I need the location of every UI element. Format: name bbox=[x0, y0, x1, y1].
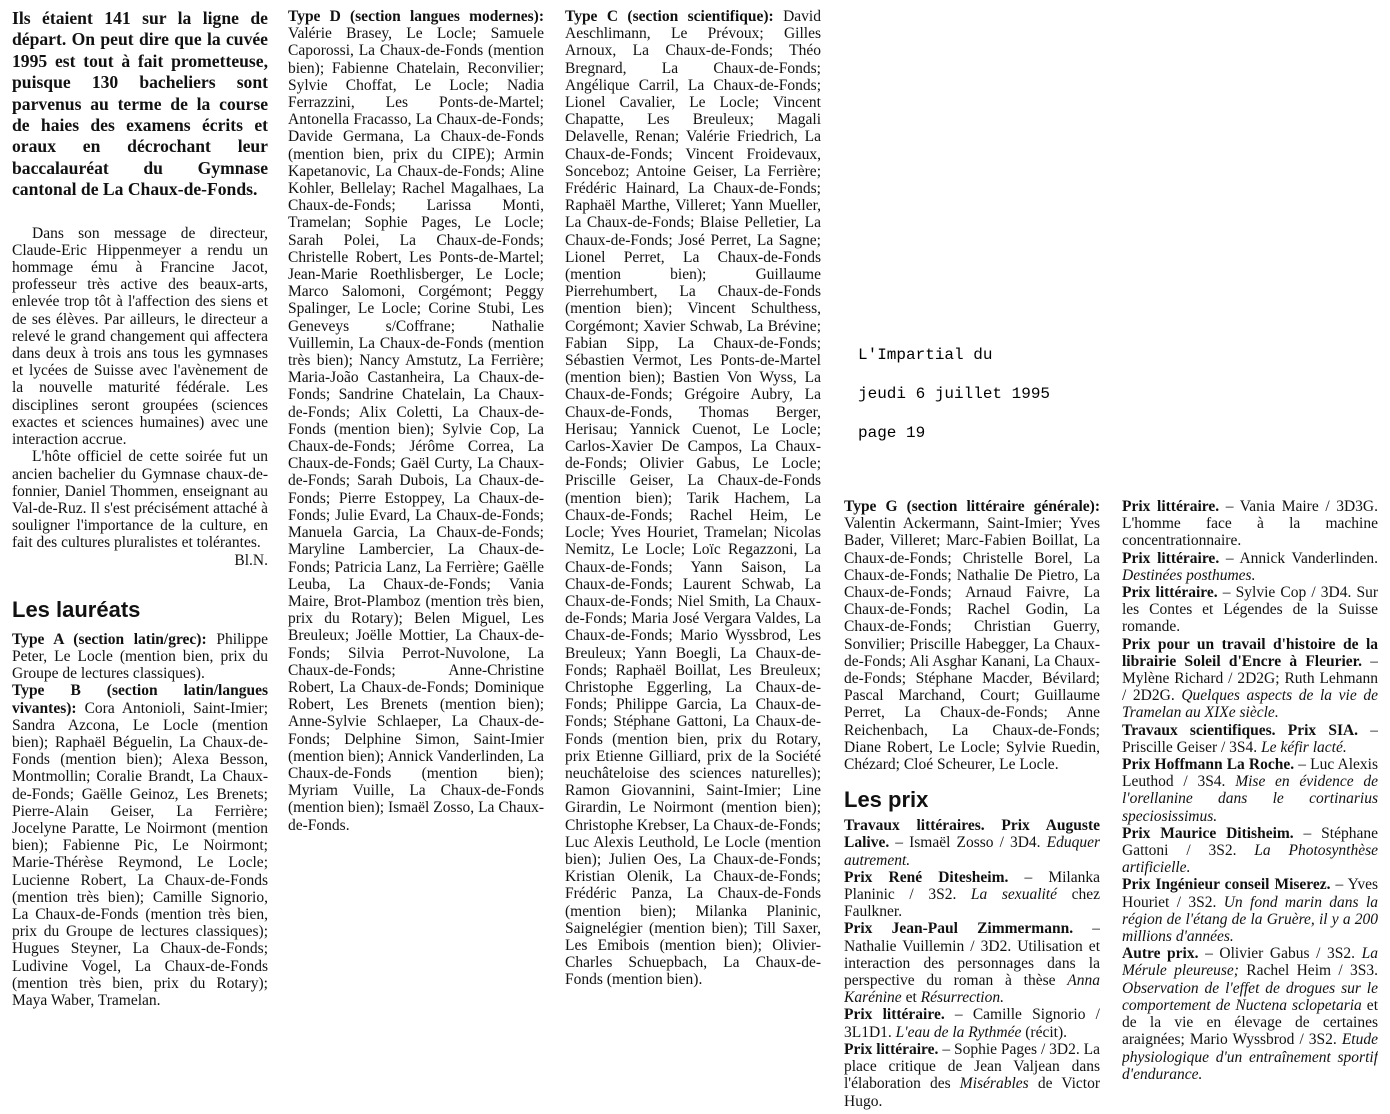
article-signature: Bl.N. bbox=[234, 551, 268, 569]
column-2 bbox=[288, 8, 544, 1114]
prix-item-text: – Ismaël Zosso / 3D4. bbox=[889, 834, 1047, 852]
type-g-entry bbox=[844, 498, 1100, 773]
prix-item bbox=[844, 920, 1100, 1006]
type-d-entry bbox=[288, 8, 544, 834]
column-1 bbox=[12, 8, 268, 1114]
column-3 bbox=[565, 8, 821, 1114]
source-note bbox=[858, 336, 1050, 453]
prix-item-title: Observation de l'effet de drogues sur le comportement de Nuctena sclopetaria bbox=[1122, 979, 1378, 1014]
prix-item-text: – Mylène Richard / 2D2G; Ruth Lehmann / 2D2G. bbox=[1122, 652, 1378, 705]
prix-item-label: Prix littéraire. bbox=[844, 1040, 939, 1058]
prix-item-label: Prix littéraire. bbox=[844, 1006, 945, 1024]
prix-item-label: Prix René Ditesheim. bbox=[844, 868, 1009, 886]
prix-item-label: Autre prix. bbox=[1122, 945, 1199, 963]
type-c-text: David Aeschlimann, Le Prévoux; Gilles Arnoux, La Chaux-de-Fonds; Théo Bregnard, La Chaux-de-Fonds; Angélique Carril, La Chaux-de-Fonds; Lionel Cavalier, Le Locle; Vincent Chapatte, Les Breuleux; Magali Delavelle, Renan; Valérie Friedrich, La Chaux-de-Fonds; Vincent Froidevaux, Sonceboz; Antoine Geiser, La Ferrière; Frédéric Hainard, La Chaux-de-Fonds; Raphaël Marthe, Villeret; Yann Mueller, La Chaux-de-Fonds; Blaise Pelletier, La Chaux-de-Fonds; José Perret, La Sagne; Lionel Perret, La Chaux-de-Fonds (mention bien); Guillaume Pierrehumbert, La Chaux-de-Fonds (mention bien); Vincent Schulthess, Corgémont; Xavier Schwab, La Brévine; Fabian Sipp, La Chaux-de-Fonds; Sébastien Vermot, Les Ponts-de-Martel (mention bien); Bastien Von Wyss, La Chaux-de-Fonds; Grégoire Aubry, La Chaux-de-Fonds, Thomas Berger, Herisau; Yannick Cuenot, Le Locle; Carlos-Xavier De Campos, La Chaux-de-Fonds; Olivier Gabus, Le Locle; Priscille Geiser, La Chaux-de-Fonds (mention bien); Tarik Hachem, La Chaux-de-Fonds; Rachel Heim, Le Locle; Yves Houriet, Tramelan; Nicolas Nemitz, Le Locle; Loïc Regazzoni, La Chaux-de-Fonds; Yann Saison, La Chaux-de-Fonds; Laurent Schwab, La Chaux-de-Fonds; Niel Smith, La Chaux-de-Fonds; Maria José Vergara Valdes, La Chaux-de-Fonds; Mario Wyssbrod, Les Breuleux; Yann Boegli, La Chaux-de-Fonds; Raphaël Boillat, Les Breuleux; Christophe Eggerling, La Chaux-de-Fonds; Philippe Garcia, La Chaux-de-Fonds; Stéphane Gattoni, La Chaux-de-Fonds (mention bien, prix du Rotary, prix Etienne Gilliard, prix de la Société neuchâteloise des sciences naturelles); Ramon Giovannini, Saint-Imier; Line Girardin, Le Noirmont (mention bien); Christophe Krebser, La Chaux-de-Fonds; Luc Alexis Leuthold, Le Locle (mention bien); Julien Oes, La Chaux-de-Fonds; Kristian Olenik, La Chaux-de-Fonds; Frédéric Panza, La Chaux-de-Fonds (mention bien); Milanka Planinic, Saignelégier (mention bien); Till Saxer, Les Emibois (mention bien); Olivier-Charles Schuepbach, La Chaux-de-Fonds (mention bien). bbox=[565, 8, 821, 989]
prix-item-label: Prix Ingénieur conseil Miserez. bbox=[1122, 876, 1331, 894]
prix-item-label: Prix Maurice Ditisheim. bbox=[1122, 824, 1294, 842]
prix-item-text: – Vania Maire / 3D3G. L'homme face à la machine concentrationnaire. bbox=[1122, 498, 1378, 550]
prix-item bbox=[1122, 636, 1378, 722]
source-note-line2: jeudi 6 juillet 1995 bbox=[858, 385, 1051, 403]
prix-item bbox=[1122, 498, 1378, 550]
prix-item-text: – Milanka Planinic / 3S2. bbox=[844, 868, 1100, 904]
source-note-line3: page 19 bbox=[858, 424, 926, 442]
prix-item-label: Travaux littéraires. Prix Auguste Lalive. bbox=[844, 817, 1100, 852]
type-g-text: Valentin Ackermann, Saint-Imier; Yves Bader, Villeret; Marc-Fabien Boillat, La Chaux-de-Fonds; Christelle Borel, La Chaux-de-Fonds; Nathalie De Pietro, La Chaux-de-Fonds; Arnaud Faivre, La Chaux-de-Fonds; Rachel Godin, La Chaux-de-Fonds; Christian Guerry, Sonvilier; Priscille Habegger, La Chaux-de-Fonds; Ali Asghar Kanani, La Chaux-de-Fonds; Stéphane Macder, Bévilard; Pascal Marchand, Court; Guillaume Perret, La Chaux-de-Fonds; Anne Reichenbach, La Chaux-de-Fonds; Diane Robert, Le Locle; Sylvie Ruedin, Chézard; Cloé Scheurer, Le Locle. bbox=[844, 515, 1100, 774]
prix-item bbox=[844, 869, 1100, 921]
prix-item-title: Quelques aspects de la vie de Tramelan au XIXe siècle. bbox=[1122, 687, 1378, 722]
prix-item bbox=[1122, 825, 1378, 877]
prix-item-title: Mise en évidence de l'orellanine dans le cortinarius speciosissimus. bbox=[1122, 773, 1378, 825]
prix-item-title: Anna Karénine bbox=[844, 972, 1100, 1007]
prix-item-text: – Sylvie Cop / 3D4. Sur les Contes et Légendes de la Suisse romande. bbox=[1122, 584, 1378, 636]
prix-item bbox=[1122, 722, 1378, 756]
prix-item-text: – Yves Houriet / 3S2. bbox=[1122, 876, 1378, 911]
prix-item bbox=[844, 1006, 1100, 1040]
type-g-label: Type G (section littéraire générale): bbox=[844, 498, 1100, 515]
prix-item-title: Eduquer autrement. bbox=[844, 834, 1100, 869]
prix-heading: Les prix bbox=[844, 787, 929, 813]
type-d-label: Type D (section langues modernes): bbox=[288, 8, 544, 25]
type-a-text: Philippe Peter, Le Locle (mention bien, prix du Groupe de lectures classiques). bbox=[12, 630, 268, 683]
type-b-entry bbox=[12, 682, 268, 1009]
prix-item bbox=[1122, 945, 1378, 1083]
prix-item bbox=[844, 817, 1100, 869]
prix-item-text: et bbox=[901, 989, 921, 1007]
prix-item-title: Misérables bbox=[959, 1075, 1029, 1093]
prix-item-text: (récit). bbox=[1021, 1023, 1067, 1041]
column-5 bbox=[1122, 498, 1378, 1114]
prix-item-text: et de la vie en élevage de certaines araignées; Mario Wyssbrod / 3S2. bbox=[1122, 996, 1378, 1049]
prix-item-title: L'eau de la Rythmée bbox=[895, 1023, 1022, 1041]
laureats-heading: Les lauréats bbox=[12, 596, 141, 622]
prix-item-text: – Camille Signorio / 3L1D1. bbox=[844, 1006, 1100, 1041]
article-lead: Ils étaient 141 sur la ligne de départ. On peut dire que la cuvée 1995 est tout à fait prometteuse, puisque 130 bacheliers sont parvenus au terme de la course de haies des examens écrits et oraux en décrochant leur baccalauréat du Gymnase cantonal de La Chaux-de-Fonds. bbox=[12, 8, 268, 200]
prix-item-title: Le kéfir lacté. bbox=[1261, 738, 1347, 756]
prix-item-text: de Victor Hugo. bbox=[844, 1075, 1100, 1110]
prix-item-label: Prix Jean-Paul Zimmermann. bbox=[844, 920, 1074, 938]
prix-item-label: Travaux scientifiques. Prix SIA. bbox=[1122, 721, 1359, 739]
prix-item-text: – Luc Alexis Leuthod / 3S4. bbox=[1122, 756, 1378, 791]
prix-item-title: Résurrection. bbox=[920, 989, 1004, 1007]
prix-item-title: La Mérule pleureuse; bbox=[1122, 945, 1378, 980]
type-b-text: Cora Antonioli, Saint-Imier; Sandra Azcona, Le Locle (mention bien); Raphaël Béguelin, La Chaux-de-Fonds (mention bien); Alexa Besson, Montmollin; Coralie Brandt, La Chaux-de-Fonds; Gaëlle Geinoz, Les Brenets; Pierre-Alain Geiser, La Ferrière; Jocelyne Paratte, Le Noirmont (mention bien); Fabienne Pic, Le Noirmont; Marie-Thérèse Reymond, Le Locle; Lucienne Robert, La Chaux-de-Fonds (mention très bien); Camille Signorio, La Chaux-de-Fonds (mention très bien, prix du Groupe de lectures classiques); Hugues Steyner, La Chaux-de-Fonds; Ludivine Vogel, La Chaux-de-Fonds (mention très bien, prix du Rotary); Maya Waber, Tramelan. bbox=[12, 699, 268, 1009]
source-note-line1: L'Impartial du bbox=[858, 346, 993, 364]
type-c-label: Type C (section scientifique): bbox=[565, 8, 774, 25]
column-4 bbox=[844, 498, 1100, 1114]
prix-item-text: – Priscille Geiser / 3S4. bbox=[1122, 721, 1378, 756]
prix-item-text: – Stéphane Gattoni / 3S2. bbox=[1122, 824, 1378, 860]
prix-item-label: Prix littéraire. bbox=[1122, 584, 1218, 602]
prix-item-text: chez Faulkner. bbox=[844, 886, 1100, 921]
prix-item bbox=[1122, 584, 1378, 636]
prix-item bbox=[1122, 550, 1378, 584]
article-paragraph-2: L'hôte officiel de cette soirée fut un ancien bachelier du Gymnase chaux-de-fonnier, Daniel Thommen, enseignant au Val-de-Ruz. Il s'est précisément attaché à souligner l'importance de la culture, en fait des cultures pluralistes et tolérantes. bbox=[12, 448, 268, 552]
prix-item-title: Destinées posthumes. bbox=[1122, 566, 1256, 584]
prix-item-label: Prix pour un travail d'histoire de la librairie Soleil d'Encre à Fleurier. bbox=[1122, 635, 1378, 670]
type-d-text: Valérie Brasey, Le Locle; Samuele Caporossi, La Chaux-de-Fonds (mention bien); Fabienne Chatelain, Reconvilier; Sylvie Choffat, Le Locle; Nadia Ferrazzini, Les Ponts-de-Martel; Antonella Fracasso, La Chaux-de-Fonds; Davide Germana, La Chaux-de-Fonds (mention bien, prix du CIPE); Armin Kapetanovic, La Chaux-de-Fonds; Aline Kohler, Bellelay; Rachel Magalhaes, La Chaux-de-Fonds; Larissa Monti, Tramelan; Sophie Pages, Le Locle; Sarah Polei, La Chaux-de-Fonds; Christelle Robert, Les Ponts-de-Martel; Jean-Marie Roethlisberger, Le Locle; Marco Salomoni, Corgémont; Peggy Spalinger, Le Locle; Corine Stubi, Les Geneveys s/Coffrane; Nathalie Vuillemin, La Chaux-de-Fonds (mention très bien); Nancy Amstutz, La Ferrière; Maria-João Castanheira, La Chaux-de-Fonds; Sandrine Chatelain, La Chaux-de-Fonds; Alix Coletti, La Chaux-de-Fonds (mention bien); Sylvie Cop, La Chaux-de-Fonds; Jérôme Correa, La Chaux-de-Fonds; Gaël Curty, La Chaux-de-Fonds; Sarah Dubois, La Chaux-de-Fonds; Pierre Estoppey, La Chaux-de-Fonds; Julie Evard, La Chaux-de-Fonds; Manuela Garcia, La Chaux-de-Fonds; Maryline Lambercier, La Chaux-de-Fonds; Patricia Lanz, La Ferrière; Gaëlle Leuba, La Chaux-de-Fonds; Vania Maire, Brot-Plamboz (mention très bien, prix du Rotary); Belen Miguel, Les Breuleux; Joëlle Mottier, La Chaux-de-Fonds; Silvia Perrot-Nuvolone, La Chaux-de-Fonds; Anne-Christine Robert, La Chaux-de-Fonds; Dominique Robert, Les Brenets (mention bien); Anne-Sylvie Schlaeper, La Chaux-de-Fonds; Delphine Simon, Saint-Imier (mention bien); Annick Vanderlinden, La Chaux-de-Fonds (mention bien); Myriam Vuille, La Chaux-de-Fonds (mention bien); Ismaël Zosso, La Chaux-de-Fonds. bbox=[288, 25, 544, 834]
prix-item-text: – Olivier Gabus / 3S2. bbox=[1198, 945, 1362, 963]
prix-item-text: – Nathalie Vuillemin / 3D2. Utilisation et interaction des personnages dans la perspective du roman à thèse bbox=[844, 920, 1100, 990]
type-c-entry bbox=[565, 8, 821, 989]
type-a-label: Type A (section latin/grec): bbox=[12, 630, 207, 648]
prix-item-text: Rachel Heim / 3S3. bbox=[1238, 962, 1378, 980]
prix-item-label: Prix littéraire. bbox=[1122, 498, 1220, 515]
prix-item-label: Prix littéraire. bbox=[1122, 549, 1220, 567]
type-b-label: Type B (section latin/langues vivantes): bbox=[12, 682, 268, 717]
prix-item bbox=[1122, 756, 1378, 825]
prix-item bbox=[1122, 876, 1378, 945]
prix-item bbox=[844, 1041, 1100, 1110]
type-a-entry bbox=[12, 631, 268, 683]
prix-item-text: – Sophie Pages / 3D2. La place critique de Jean Valjean dans l'élaboration des bbox=[844, 1040, 1100, 1093]
prix-item-title: Etude physiologique d'un entraînement sportif d'endurance. bbox=[1122, 1031, 1378, 1083]
prix-item-title: La sexualité bbox=[970, 886, 1057, 904]
prix-item-text: – Annick Vanderlinden. bbox=[1219, 549, 1378, 567]
prix-item-title: Un fond marin dans la région de l'étang de la Gruère, il y a 200 millions d'années. bbox=[1122, 893, 1378, 946]
article-paragraph-1: Dans son message de directeur, Claude-Eric Hippenmeyer a rendu un hommage ému à Francine Jacot, professeur très active des beaux-arts, enlevée trop tôt à l'affection des siens et de ses élèves. Par ailleurs, le directeur a relevé le grand changement qui affectera dans deux à trois ans tous les gymnases et lycées de Suisse avec l'avènement de la nouvelle maturité fédérale. Les disciplines seront groupées (sciences exactes et sciences humaines) avec une interaction accrue. bbox=[12, 224, 268, 449]
prix-item-title: La Photosynthèse artificielle. bbox=[1122, 842, 1378, 877]
prix-item-label: Prix Hoffmann La Roche. bbox=[1122, 756, 1295, 774]
